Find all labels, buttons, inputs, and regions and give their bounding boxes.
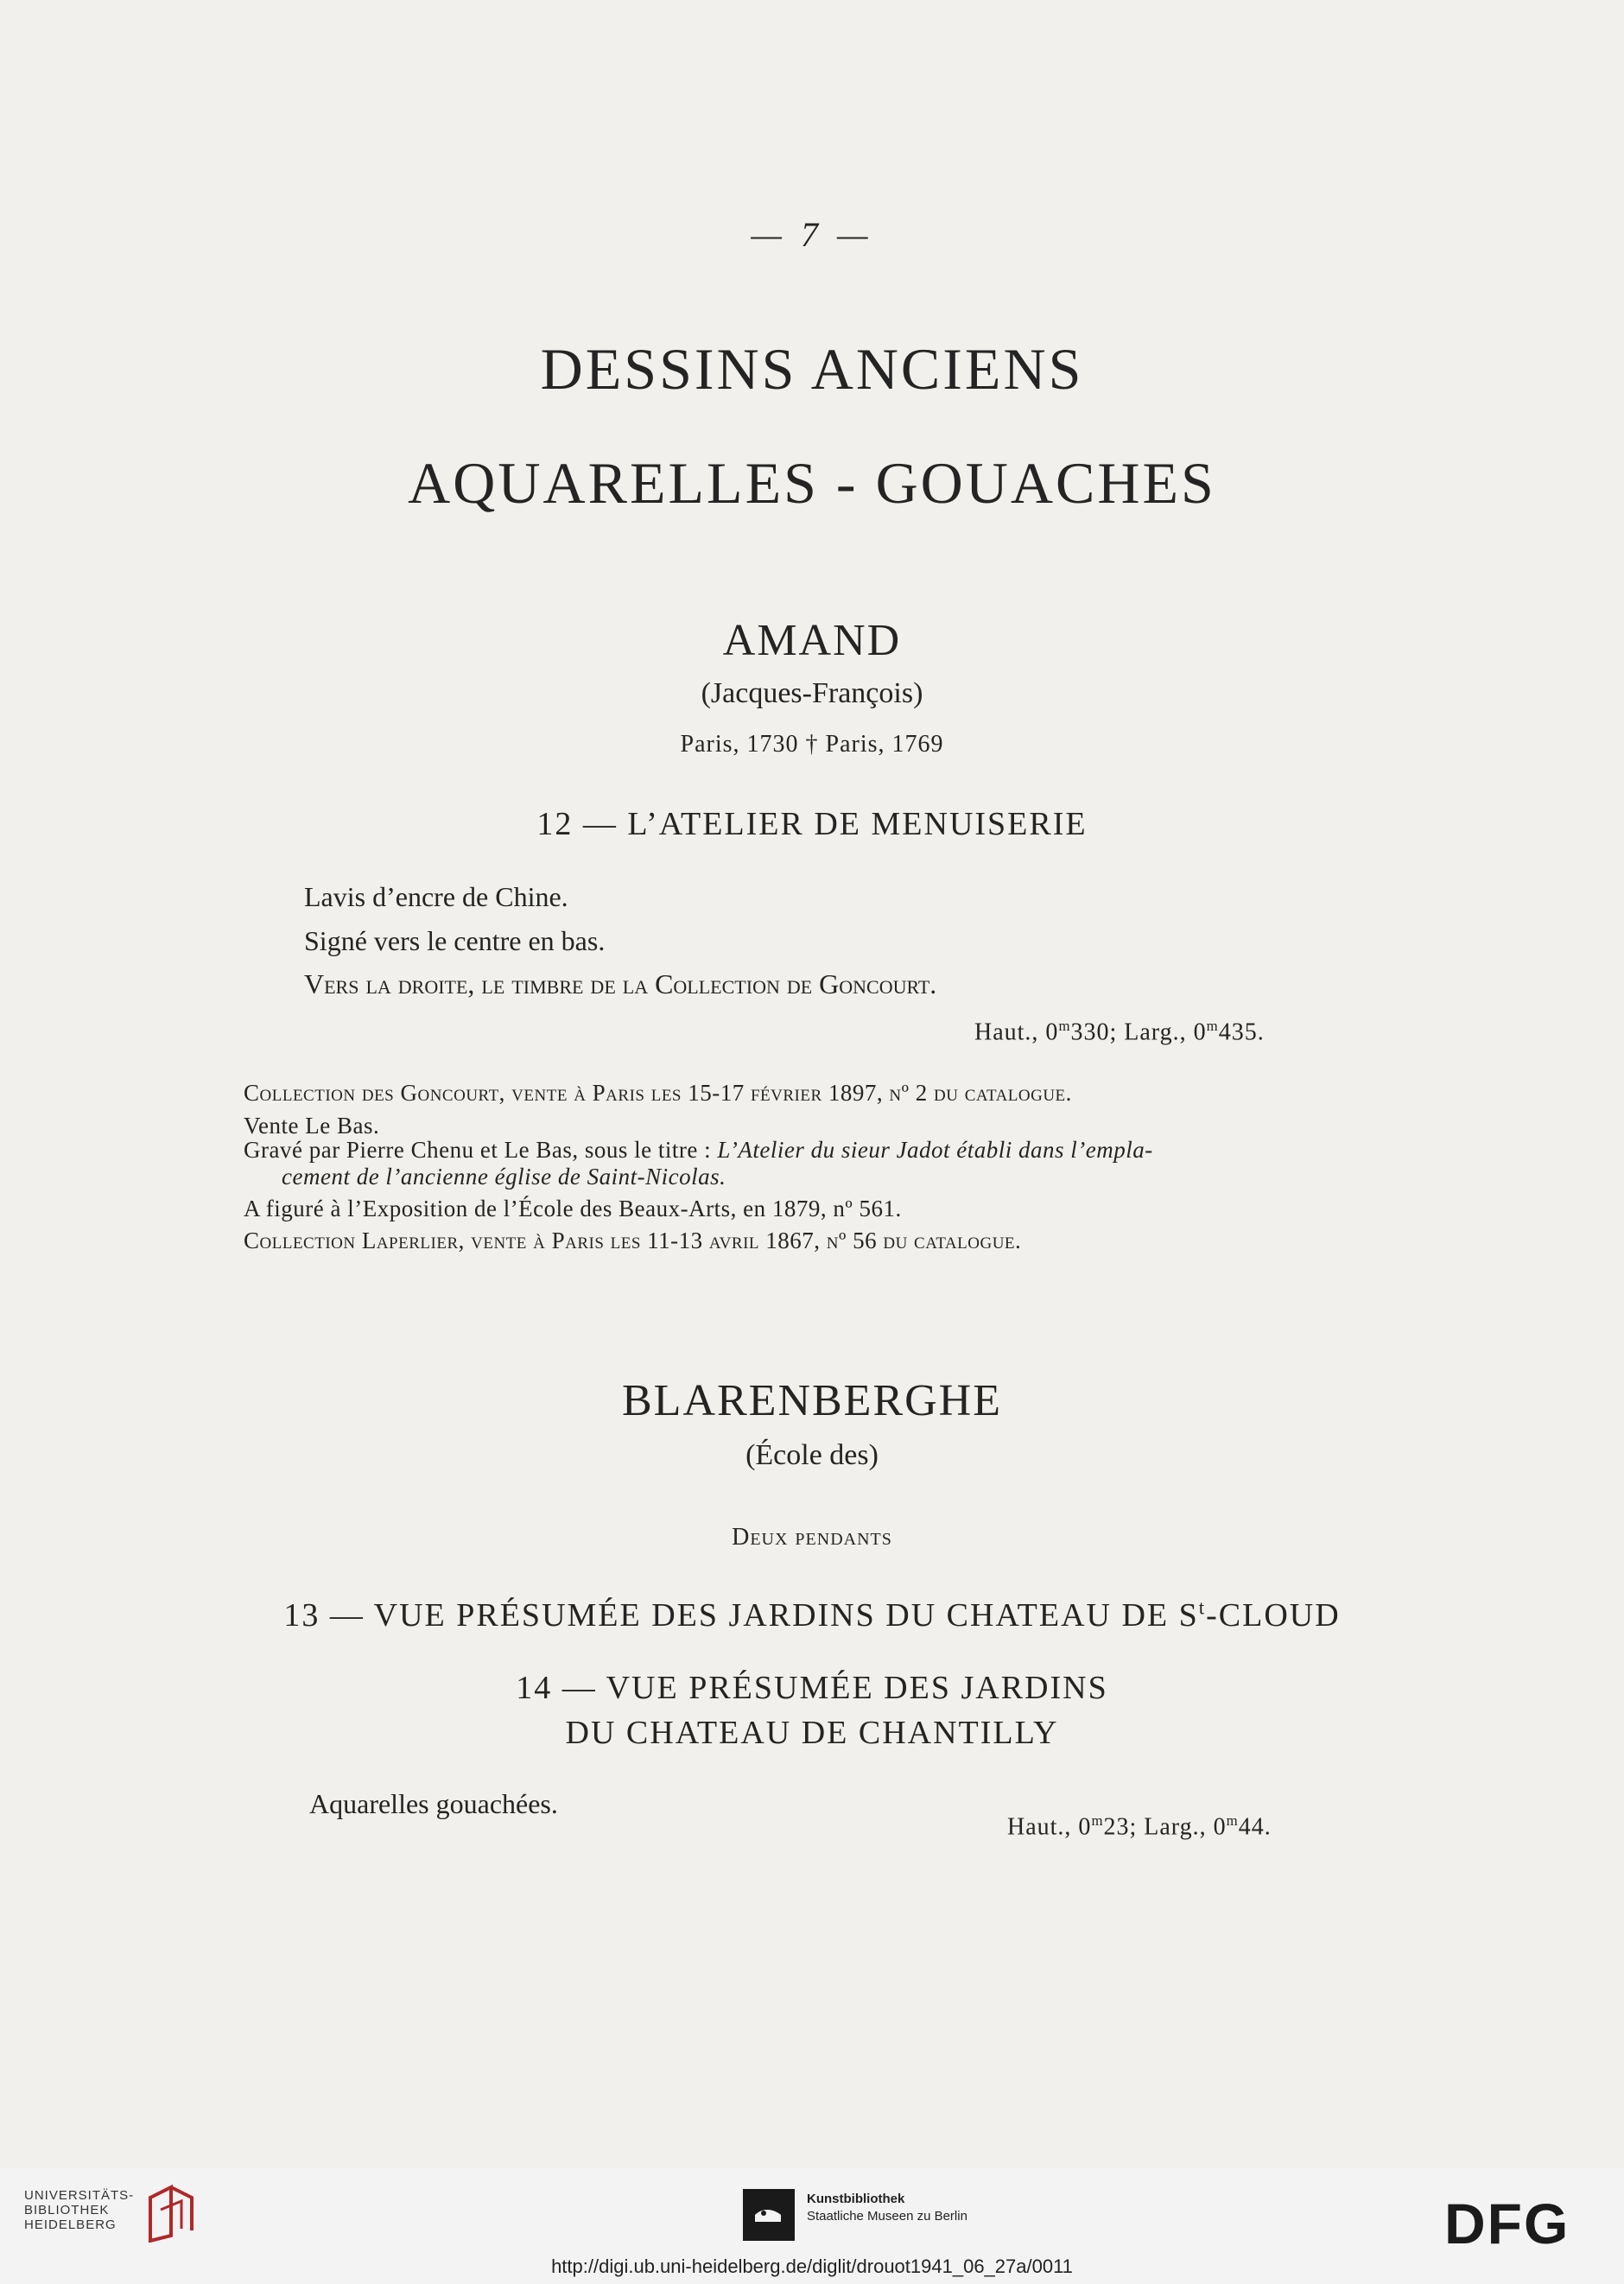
provenance-le-bas: Vente Le Bas. (244, 1113, 380, 1139)
lots-13-14-dimensions: Haut., 0$^m$23; Larg., 0$^m$44. (1007, 1812, 1272, 1841)
section-heading-line2: AQUARELLES - GOUACHES (408, 450, 1216, 516)
lot-12-stamp: Vers la droite, le timbre de la Collection de Goncourt. (304, 968, 937, 999)
ub-heidelberg-logo-icon (147, 2184, 195, 2243)
artist-forenames: (Jacques-François) (701, 677, 923, 709)
source-url[interactable]: http://digi.ub.uni-heidelberg.de/diglit/drouot1941_06_27a/0011 (551, 2255, 1073, 2277)
lots-13-14-medium: Aquarelles gouachées. (309, 1788, 558, 1819)
provenance-goncourt: Collection des Goncourt, vente à Paris les 15-17 février 1897, nº 2 du catalogue. (244, 1080, 1072, 1106)
page-number: — 7 — (751, 215, 873, 254)
lot-14-title-line2: DU CHATEAU DE CHANTILLY (565, 1715, 1059, 1751)
artist-school: (École des) (745, 1439, 879, 1471)
dfg-logo: DFG (1444, 2192, 1570, 2255)
exhibition-note: A figuré à l’Exposition de l’École des Beaux-Arts, en 1879, nº 561. (244, 1196, 902, 1221)
lot-14-title-line1: 14 — VUE PRÉSUMÉE DES JARDINS (516, 1670, 1108, 1706)
lot-13-title: 13 — VUE PRÉSUMÉE DES JARDINS DU CHATEAU DE $S^t$-CLOUD (283, 1596, 1341, 1634)
ub-heidelberg-label: UNIVERSITÄTS- BIBLIOTHEK HEIDELBERG (24, 2188, 135, 2232)
section-heading-line1: DESSINS ANCIENS (540, 336, 1084, 402)
artist-name-amand: AMAND (722, 616, 902, 665)
lot-12-dimensions: Haut., 0$^m$330; Larg., 0$^m$435. (974, 1018, 1265, 1046)
engraving-note: Gravé par Pierre Chenu et Le Bas, sous le titre : L’Atelier du sieur Jadot établi dans l’empla- (244, 1137, 1153, 1163)
artist-name-blarenberghe: BLARENBERGHE (622, 1376, 1002, 1425)
kunstbibliothek-logo-icon (743, 2189, 795, 2241)
lot-group-subtitle: Deux pendants (732, 1524, 892, 1551)
kunstbibliothek-label: Kunstbibliothek Staatliche Museen zu Berlin (807, 2192, 967, 2224)
lot-12-medium: Lavis d’encre de Chine. (304, 881, 568, 912)
artist-dates: Paris, 1730 † Paris, 1769 (680, 731, 944, 758)
lot-12-title: 12 — L’ATELIER DE MENUISERIE (536, 806, 1088, 842)
provenance-laperlier: Collection Laperlier, vente à Paris les 11-13 avril 1867, nº 56 du catalogue. (244, 1228, 1022, 1253)
engraving-note-continued: cement de l’ancienne église de Saint-Nicolas. (282, 1164, 726, 1190)
lot-12-signature: Signé vers le centre en bas. (304, 925, 606, 956)
